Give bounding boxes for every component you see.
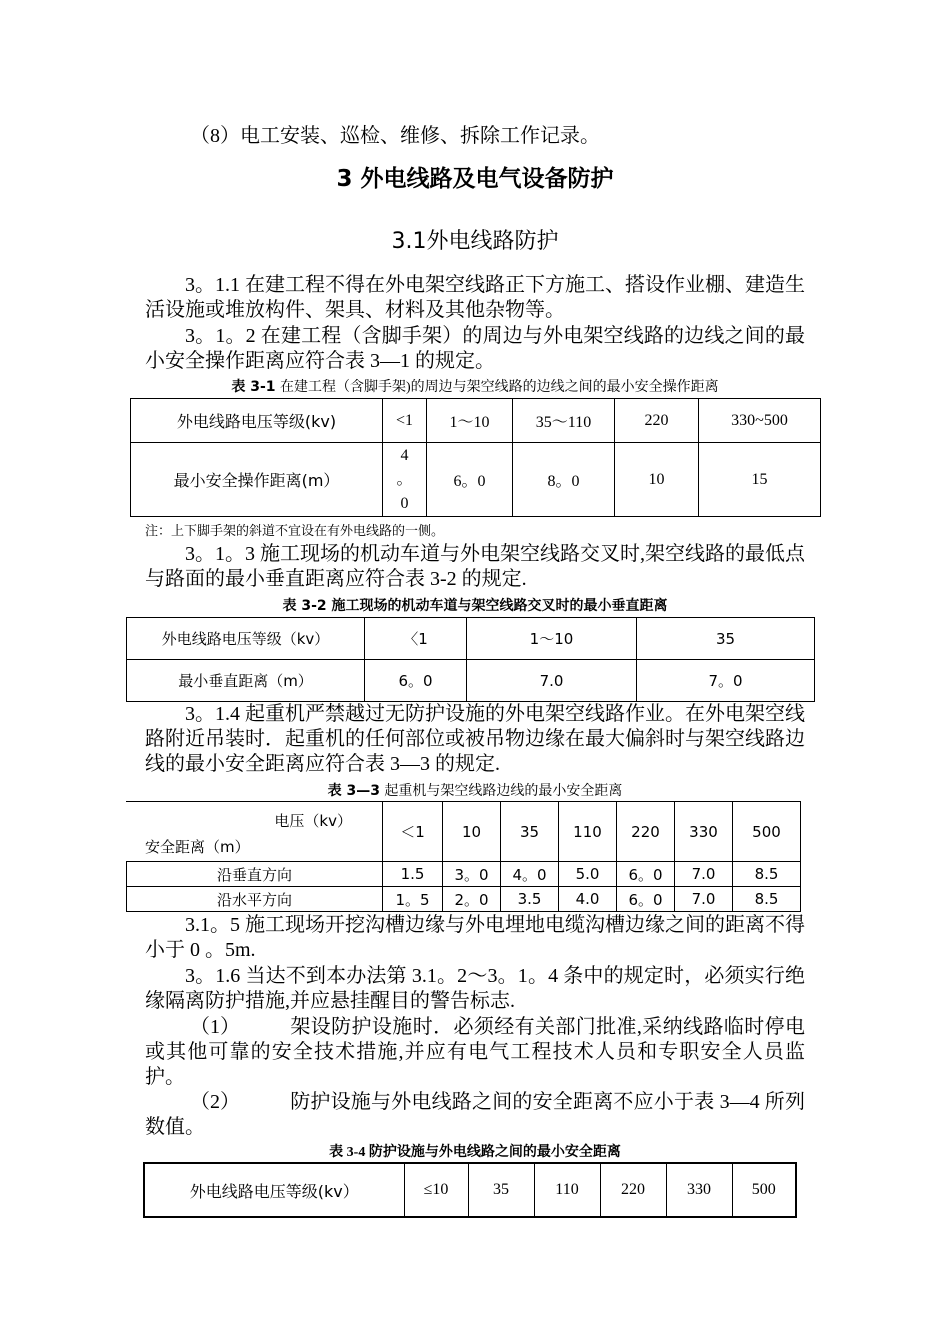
table-row [127,862,801,887]
table-3-1 [130,398,821,517]
table-cell: 500 [733,802,801,862]
table-row [127,802,801,862]
table-cell: 7.0 [467,660,637,702]
item-2-paragraph [145,1090,805,1140]
table-cell: 10 [615,443,699,517]
clause-3-1-6: 3。1.6 当达不到本办法第 3.1。2〜3。1。4 条中的规定时，必须实行绝缘隔离防护措施,并应悬挂醒目的警告标志. [145,965,805,1012]
table-3-2-caption: 表 3-2 施工现场的机动车道与架空线路交叉时的最小垂直距离 [282,598,668,614]
table-cell: 35〜110 [513,399,615,443]
table-row [131,399,821,443]
table-3-1-caption-prefix: 表 3-1 [231,379,276,395]
table-cell: 3。0 [443,862,501,887]
table-row [127,618,815,660]
table-cell: 4。0 [501,862,559,887]
table-3-4-caption: 表 3-4 防护设施与外电线路之间的最小安全距离 [329,1145,621,1160]
table-cell: 1.5 [383,862,443,887]
table-3-3-caption [0,780,950,800]
item-2-text: 防护设施与外电线路之间的安全距离不应小于表 3—4 所列数值。 [145,1091,805,1138]
table-cell: 6。0 [617,887,675,912]
table-cell: 4 。 0 [383,443,427,517]
table-3-1-note: 注：上下脚手架的斜道不宜设在有外电线路的一侧。 [145,524,445,539]
table-cell: 8.5 [733,862,801,887]
clause-3-1-4: 3。1.4 起重机严禁越过无防护设施的外电架空线路作业。在外电架空线路附近吊装时．起重机的任何部位或被吊物边缘在最大偏斜时与架空线路边线的最小安全距离应符合表 3—3 的规定. [145,703,805,775]
table-cell: 沿水平方向 [127,887,383,912]
table-cell: 8.5 [733,887,801,912]
item-8-paragraph: （8）电工安装、巡检、维修、拆除工作记录。 [190,125,600,147]
table-cell: 外电线路电压等级（kv） [127,618,365,660]
table-row [127,660,815,702]
table-cell: 35 [468,1163,534,1217]
item-2-label: （2） [190,1091,240,1113]
table-cell: 6。0 [617,862,675,887]
header-distance: 安全距离（m） [145,838,250,856]
item-1-text: 架设防护设施时．必须经有关部门批准,采纳线路临时停电或其他可靠的安全技术措施,并应有电气工程技术人员和专职安全人员监护。 [145,1016,805,1088]
table-cell: 最小安全操作距离(m） [131,443,383,517]
table-cell: 外电线路电压等级(kv） [144,1163,404,1217]
table-cell: 最小垂直距离（m） [127,660,365,702]
table-cell: 1。5 [383,887,443,912]
item-1-paragraph [145,1015,805,1090]
table-3-3-caption-prefix: 表 3—3 [327,783,380,799]
table-cell: ≤10 [404,1163,468,1217]
item-1-label: （1） [190,1016,240,1038]
table-cell: 6。0 [365,660,467,702]
table-cell: 1〜10 [467,618,637,660]
table-row [144,1163,796,1217]
table-cell: 5.0 [559,862,617,887]
table-cell: 6。0 [427,443,513,517]
table-cell: 4.0 [559,887,617,912]
table-cell: 500 [732,1163,796,1217]
main-heading: 3 外电线路及电气设备防护 [336,166,614,192]
table-cell: 35 [637,618,815,660]
table-cell: 1〜10 [427,399,513,443]
table-3-4 [143,1162,797,1218]
table-row [131,443,821,517]
diagonal-header-cell [127,802,383,862]
table-3-3-caption-text: 起重机与架空线路边线的最小安全距离 [384,784,623,799]
table-3-1-caption-text: 在建工程（含脚手架)的周边与架空线路的边线之间的最小安全操作距离 [279,380,719,395]
table-cell: 110 [559,802,617,862]
table-cell: 330 [675,802,733,862]
table-cell: 沿垂直方向 [127,862,383,887]
table-3-1-caption [0,376,950,396]
table-cell: 330~500 [699,399,821,443]
table-cell: 2。0 [443,887,501,912]
table-cell: 110 [534,1163,600,1217]
table-cell: 外电线路电压等级(kv) [131,399,383,443]
clause-3-1-2: 3。1。2 在建工程（含脚手架）的周边与外电架空线路的边线之间的最小安全操作距离应符合表 3—1 的规定。 [145,325,805,372]
clause-3-1-3: 3。1。3 施工现场的机动车道与外电架空线路交叉时,架空线路的最低点与路面的最小垂直距离应符合表 3-2 的规定. [145,543,805,590]
table-cell: 10 [443,802,501,862]
table-3-2 [126,617,815,702]
table-cell: 7.0 [675,862,733,887]
table-cell: 220 [617,802,675,862]
table-cell: 〈1 [365,618,467,660]
table-cell: 330 [666,1163,732,1217]
table-3-3 [126,801,801,912]
table-cell: 7。0 [637,660,815,702]
table-cell: 220 [615,399,699,443]
table-cell: 35 [501,802,559,862]
clause-3-1-5: 3.1。5 施工现场开挖沟槽边缘与外电埋地电缆沟槽边缘之间的距离不得小于 0 。5m. [145,914,805,961]
clause-3-1-1: 3。1.1 在建工程不得在外电架空线路正下方施工、搭设作业棚、建造生活设施或堆放构件、架具、材料及其他杂物等。 [145,274,805,321]
table-cell: ＜1 [383,802,443,862]
table-cell: 220 [600,1163,666,1217]
sub-heading: 3.1外电线路防护 [391,229,559,254]
table-cell: 15 [699,443,821,517]
table-cell: 7.0 [675,887,733,912]
header-voltage: 电压（kv） [274,812,352,830]
table-row [127,887,801,912]
table-cell: 8。0 [513,443,615,517]
table-cell: 3.5 [501,887,559,912]
table-cell: <1 [383,399,427,443]
